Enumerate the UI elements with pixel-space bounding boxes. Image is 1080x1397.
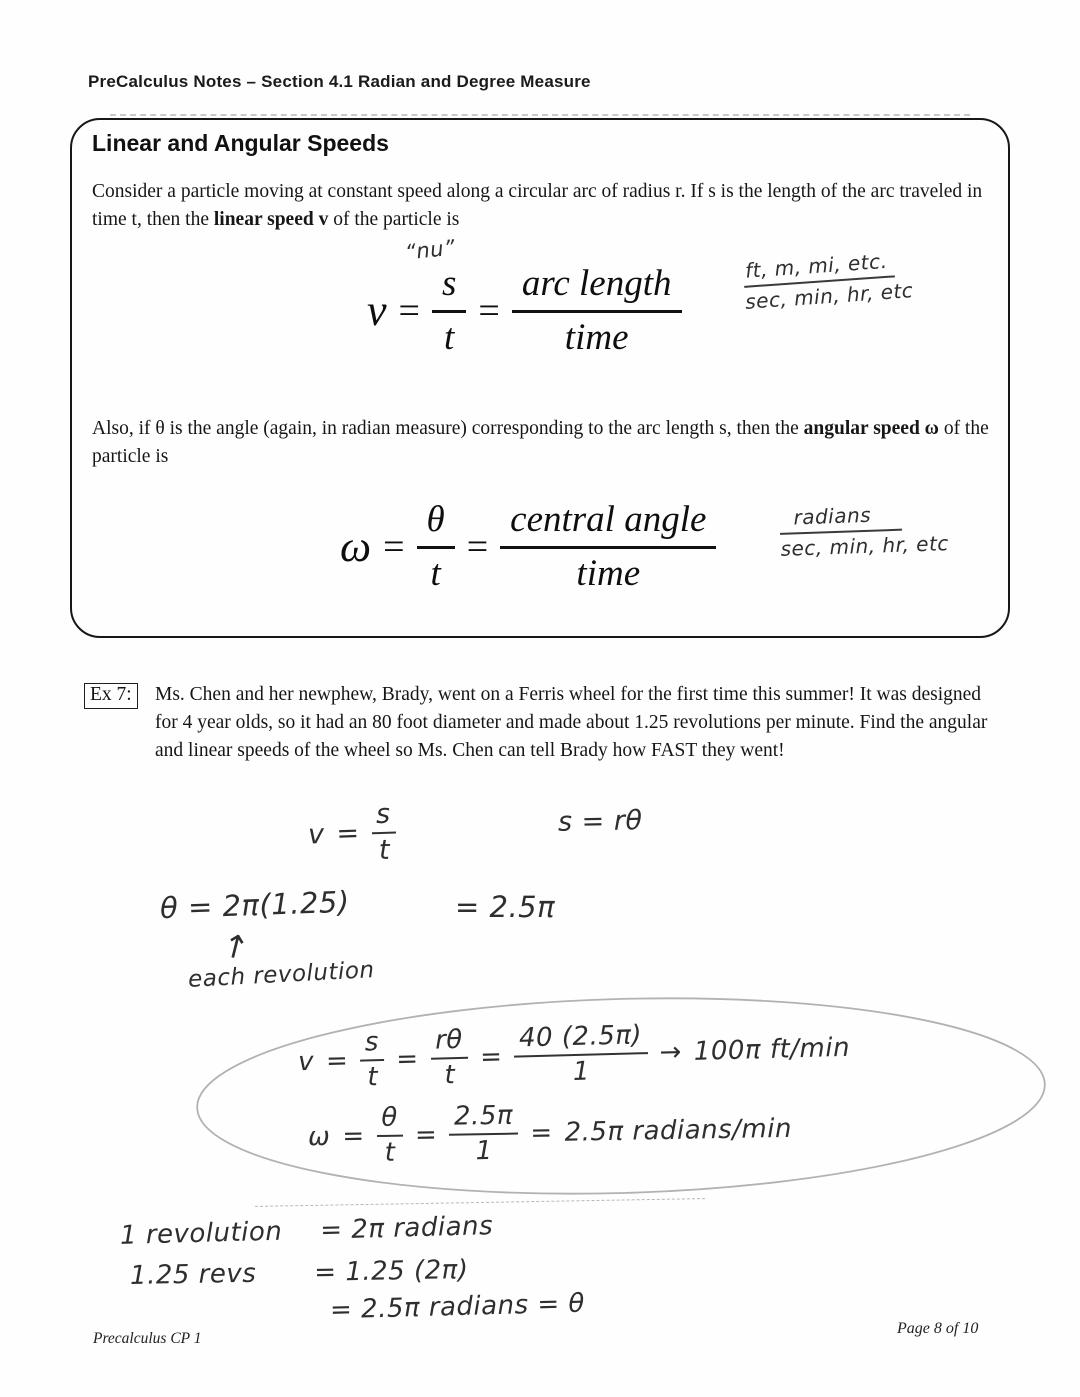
hw-text: = 2π radians — [319, 1211, 494, 1246]
hw-equals: = — [395, 1043, 419, 1075]
notes-box-title: Linear and Angular Speeds — [92, 130, 389, 156]
handwritten-theta-result: = 2.5π — [455, 890, 556, 924]
equals-sign: = — [398, 289, 420, 332]
fraction-denominator: t — [430, 553, 441, 594]
formula-lhs: v — [367, 286, 387, 335]
each-revolution-label: each revolution — [187, 957, 376, 993]
fraction-denominator: time — [564, 317, 629, 358]
hw-fraction-numerator: rθ — [430, 1025, 468, 1060]
circled-angular-speed-work — [307, 1096, 792, 1169]
hw-fraction-denominator: 1 — [475, 1136, 493, 1167]
hw-fraction — [376, 1103, 404, 1168]
hw-fraction-numerator: s — [370, 798, 396, 834]
units-numerator: radians — [779, 502, 902, 535]
page-header: PreCalculus Notes – Section 4.1 Radian and Degree Measure — [88, 72, 591, 91]
revolution-conversion-line3: = 2.5π radians = θ — [329, 1288, 586, 1326]
footer-course-label: Precalculus CP 1 — [93, 1330, 202, 1347]
units-denominator: sec, min, hr, etc — [780, 531, 950, 561]
hw-fraction-denominator: 1 — [572, 1056, 591, 1088]
hw-equals: = — [342, 1120, 365, 1152]
hw-fraction-numerator: θ — [376, 1103, 403, 1137]
equals-sign: = — [383, 525, 405, 568]
hw-symbol: v — [307, 818, 326, 851]
hw-equals: = — [479, 1041, 503, 1072]
hw-fraction — [514, 1020, 649, 1088]
units-denominator: sec, min, hr, etc — [744, 278, 915, 314]
hw-equals: = — [414, 1119, 438, 1150]
hw-symbol: v — [297, 1046, 315, 1077]
paragraph-text: of the particle is — [92, 418, 989, 468]
fraction-centralangle-over-time — [500, 498, 716, 595]
hw-equals: = — [530, 1117, 553, 1148]
equals-sign: = — [478, 289, 500, 332]
paragraph-text: Also, if θ is the angle (again, in radian measure) corresponding to the arc length s, then the — [92, 418, 804, 439]
revolution-conversion-line2 — [130, 1255, 469, 1291]
linear-speed-term: linear speed v — [213, 209, 329, 231]
angular-speed-paragraph — [92, 415, 997, 472]
hw-linear-result: 100π ft/min — [693, 1032, 851, 1067]
paragraph-text: Consider a particle moving at constant speed along a circular arc of radius r. If s is the length of the arc traveled in time t, then the — [92, 181, 983, 231]
hw-fraction-denominator: t — [378, 834, 391, 867]
hw-text: 1.25 revs — [129, 1258, 257, 1291]
fraction-theta-over-t — [417, 498, 455, 595]
example-label: Ex 7: — [84, 683, 138, 709]
fraction-s-over-t — [432, 262, 466, 359]
example-text: Ms. Chen and her newphew, Brady, went on a Ferris wheel for the first time this summer! It was designed for 4 year olds, so it had an 80 foot diameter and made about 1.25 revolutions per minute. Find the angular and linear speeds of the wheel so Ms. Chen can tell Brady how FAST they went! — [155, 684, 988, 761]
hw-fraction — [449, 1101, 519, 1167]
hw-fraction-numerator: 40 (2.5π) — [514, 1020, 648, 1057]
scan-dash-artifact — [110, 114, 970, 116]
fraction-arclength-over-time — [512, 262, 682, 359]
hw-angular-result: 2.5π radians/min — [564, 1113, 793, 1148]
linear-speed-paragraph — [92, 178, 997, 235]
up-arrow-annotation: ↑ — [217, 925, 254, 969]
fraction-denominator: time — [576, 553, 641, 594]
fraction-numerator: s — [432, 262, 466, 313]
hw-fraction — [430, 1025, 469, 1091]
hw-fraction-numerator: 2.5π — [449, 1101, 519, 1136]
paragraph-text: of the particle is — [328, 209, 460, 231]
footer-page-number: Page 8 of 10 — [897, 1320, 979, 1337]
handwritten-theta-line: θ = 2π(1.25) — [159, 884, 351, 926]
nu-handwritten-annotation: “nu” — [403, 235, 457, 265]
handwritten-v-formula — [307, 798, 397, 868]
handwritten-arc-formula: s = rθ — [557, 805, 643, 838]
hw-symbol: ω — [307, 1121, 331, 1152]
fraction-numerator: θ — [417, 498, 455, 549]
hw-text: 1 revolution — [119, 1216, 283, 1251]
hw-fraction-numerator: s — [359, 1027, 384, 1062]
equals-sign: = — [466, 525, 489, 568]
hw-text: = 1.25 (2π) — [314, 1255, 469, 1288]
formula-lhs: ω — [340, 522, 372, 571]
angular-speed-term: angular speed ω — [803, 418, 939, 439]
hw-fraction-denominator: t — [366, 1062, 379, 1093]
hw-fraction — [370, 798, 397, 866]
hw-fraction-denominator: t — [444, 1060, 456, 1091]
hw-arrow: → — [659, 1036, 683, 1068]
linear-speed-formula — [367, 262, 682, 359]
fraction-denominator: t — [444, 317, 455, 358]
angular-units-annotation — [779, 500, 949, 561]
hw-equals: = — [335, 817, 361, 850]
angular-speed-formula — [340, 498, 716, 595]
fraction-numerator: arc length — [512, 262, 682, 313]
linear-units-annotation — [742, 247, 914, 314]
hw-equals: = — [325, 1045, 349, 1076]
hw-fraction-denominator: t — [384, 1137, 396, 1168]
fraction-numerator: central angle — [500, 498, 716, 549]
revolution-conversion-line1 — [120, 1211, 494, 1251]
hw-fraction — [359, 1027, 385, 1093]
notes-box — [70, 118, 1010, 638]
units-numerator: ft, m, mi, etc. — [742, 248, 894, 287]
